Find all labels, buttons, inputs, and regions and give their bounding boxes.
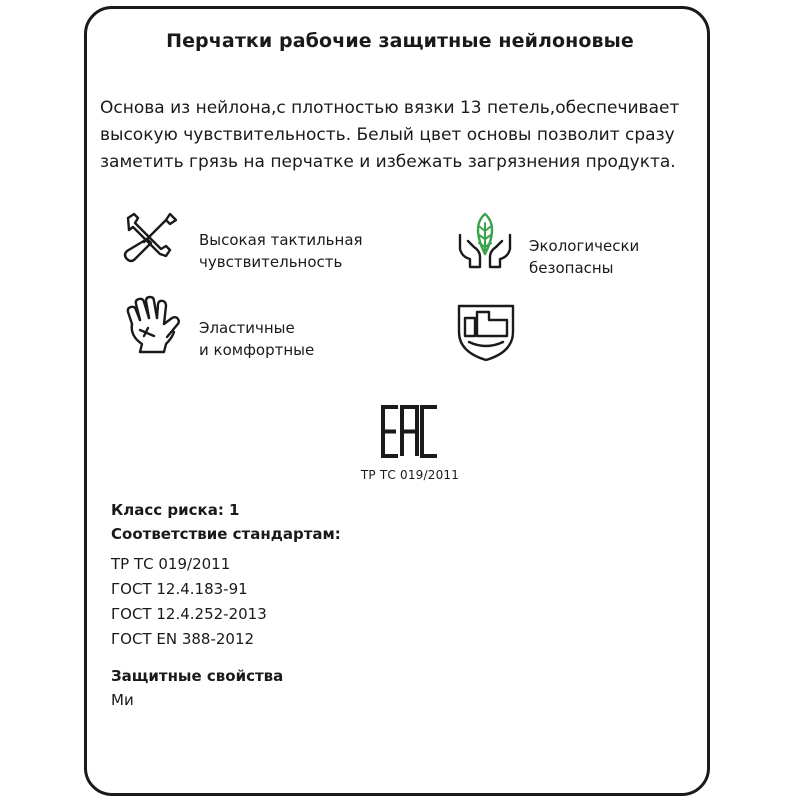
protective-heading: Защитные свойства [111, 667, 284, 685]
feature-line: и комфортные [199, 341, 315, 359]
eco-hands-leaf-icon [454, 211, 516, 273]
standard-item: ГОСТ 12.4.252-2013 [111, 605, 267, 623]
intro-line: Основа из нейлона,с плотностью вязки 13 петель,обеспечивает [100, 98, 680, 118]
feature-line: Экологически [529, 237, 640, 255]
standard-item: ГОСТ 12.4.183-91 [111, 580, 248, 598]
tools-icon [120, 208, 182, 270]
feature-line: чувствительность [199, 253, 343, 271]
protective-value: Ми [111, 691, 134, 709]
standard-item: ТР ТС 019/2011 [111, 555, 231, 573]
risk-class: Класс риска: 1 [111, 501, 240, 519]
standards-list [111, 552, 267, 652]
intro-line: высокую чувствительность. Белый цвет основы позволит сразу [100, 125, 675, 145]
feature-line: Эластичные [199, 319, 295, 337]
standard-item: ГОСТ EN 388-2012 [111, 630, 255, 648]
specs-block [111, 498, 341, 546]
feature-line: безопасны [529, 259, 614, 277]
intro-line: заметить грязь на перчатке и избежать загрязнения продукта. [100, 152, 676, 172]
standards-heading: Соответствие стандартам: [111, 525, 341, 543]
intro-paragraph [100, 95, 700, 176]
eac-mark-icon [380, 404, 440, 459]
protection-shield-icon [455, 302, 517, 364]
page-title: Перчатки рабочие защитные нейлоновые [166, 30, 634, 52]
feature-line: Высокая тактильная [199, 231, 363, 249]
glove-icon [122, 294, 184, 356]
eac-caption: ТР ТС 019/2011 [360, 468, 460, 482]
